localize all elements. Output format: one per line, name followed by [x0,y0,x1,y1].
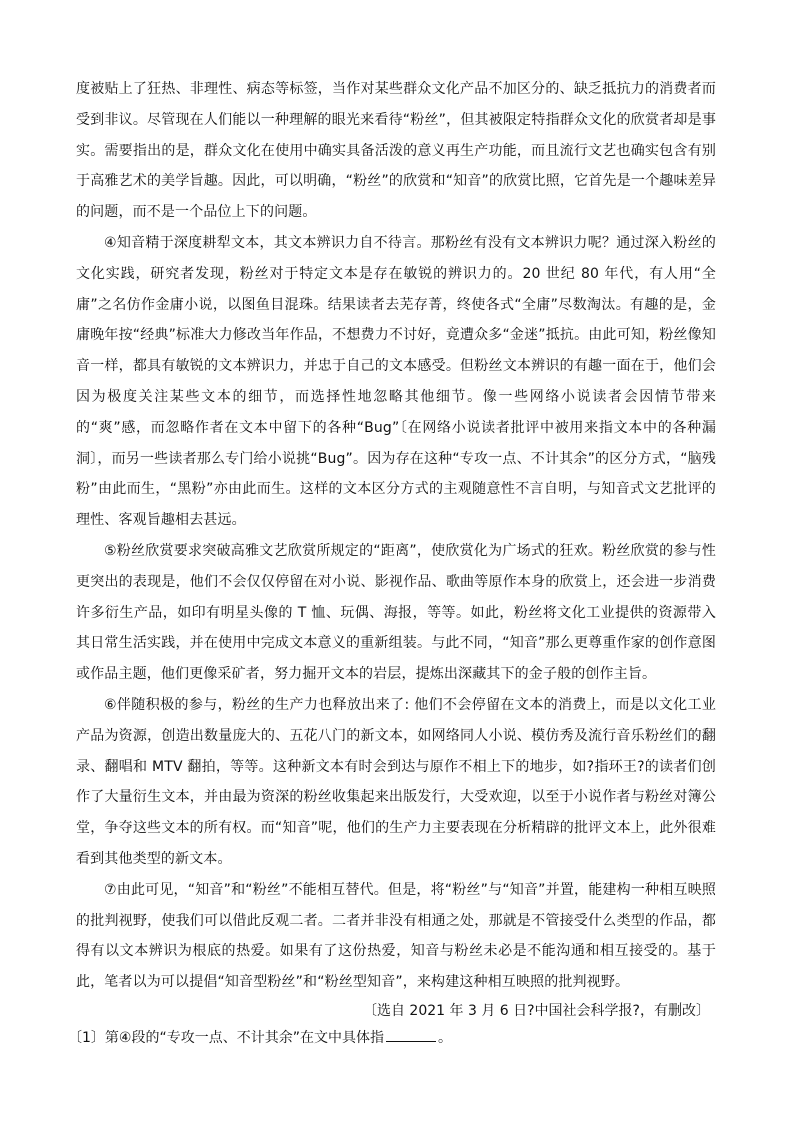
document-page [68,74,716,1052]
source-citation: 〔选自 2021 年 3 月 6 日?中国社会科学报?，有删改〕 [362,1002,710,1019]
question-1-text: 〔1〕第④段的“专攻一点、不计其余”在文中具体指 [68,1029,384,1046]
question-1-end: 。 [437,1029,452,1046]
answer-blank[interactable] [386,1027,436,1042]
paragraph-4: ④知音精于深度耕犁文本，其文本辨识力自不待言。那粉丝有没有文本辨识力呢？通过深入粉丝的文化实践，研究者发现，粉丝对于特定文本是存在敏锐的辨识力的。20 世纪 80 年代，有人用“全庸”之名仿作金庸小说，以图鱼目混珠。结果读者去芜存菁，终使各式“全庸”尽数淘汰。有趣的是，金庸晚年按“经典”标准大力修改当年作品，不想费力不讨好，竟遭众多“金迷”抵抗。由此可知，粉丝像知音一样，都具有敏锐的文本辨识力，并忠于自己的文本感受。但粉丝文本辨识的有趣一面在于，他们会因为极度关注某些文本的细节，而选择性地忽略其他细节。像一些网络小说读者会因情节带来的“爽”感，而忽略作者在文本中留下的各种“Bug”〔在网络小说读者批评中被用来指文本中的各种漏洞〕，而另一些读者那么专门给小说挑“Bug”。因为存在这种“专攻一点、不计其余”的区分方式，“脑残粉”由此而生，“黑粉”亦由此而生。这样的文本区分方式的主观随意性不言自明，与知音式文艺批评的理性、客观旨趣相去甚远。 [76,234,716,529]
paragraph-7: ⑦由此可见，“知音”和“粉丝”不能相互替代。但是，将“粉丝”与“知音”并置，能建构一种相互映照的批判视野，使我们可以借此反观二者。二者并非没有相通之处，那就是不管接受什么类型的作品，都得有以文本辨识为根底的热爱。如果有了这份热爱，知音与粉丝未必是不能沟通和相互接受的。基于此，笔者以为可以提倡“知音型粉丝”和“粉丝型知音”，来构建这种相互映照的批判视野。 [76,881,716,991]
question-1 [68,1024,716,1052]
paragraph-3-continuation: 度被贴上了狂热、非理性、病态等标签，当作对某些群众文化产品不加区分的、缺乏抵抗力的消费者而受到非议。尽管现在人们能以一种理解的眼光来看待“粉丝”，但其被限定特指群众文化的欣赏者却是事实。需要指出的是，群众文化在使用中确实具备活泼的意义再生产功能，而且流行文艺也确实包含有别于高雅艺术的美学旨趣。因此，可以明确，“粉丝”的欣赏和“知音”的欣赏比照，它首先是一个趣味差异的问题，而不是一个品位上下的问题。 [76,81,716,221]
paragraph-6: ⑥伴随积极的参与，粉丝的生产力也释放出来了: 他们不会停留在文本的消费上，而是以文化工业产品为资源，创造出数量庞大的、五花八门的新文本，如网络同人小说、模仿秀及流行音乐粉丝们的翻录、翻唱和 MTV 翻拍，等等。这种新文本有时会到达与原作不相上下的地步，如?指环王?的读者们创作了大量衍生文本，并由最为资深的粉丝收集起来出版发行，大受欢迎，以至于小说作者与粉丝对簿公堂，争夺这些文本的所有权。而“知音”呢，他们的生产力主要表现在分析精辟的批评文本上，此外很难看到其他类型的新文本。 [76,696,716,867]
paragraph-5: ⑤粉丝欣赏要求突破高雅文艺欣赏所规定的“距离”，使欣赏化为广场式的狂欢。粉丝欣赏的参与性更突出的表现是，他们不会仅仅停留在对小说、影视作品、歌曲等原作本身的欣赏上，还会进一步消费许多衍生产品，如印有明星头像的 T 恤、玩偶、海报，等等。如此，粉丝将文化工业提供的资源带入其日常生活实践，并在使用中完成文本意义的重新组装。与此不同，“知音”那么更尊重作家的创作意图或作品主题，他们更像采矿者，努力掘开文本的岩层，提炼出深藏其下的金子般的创作主旨。 [76,542,716,683]
